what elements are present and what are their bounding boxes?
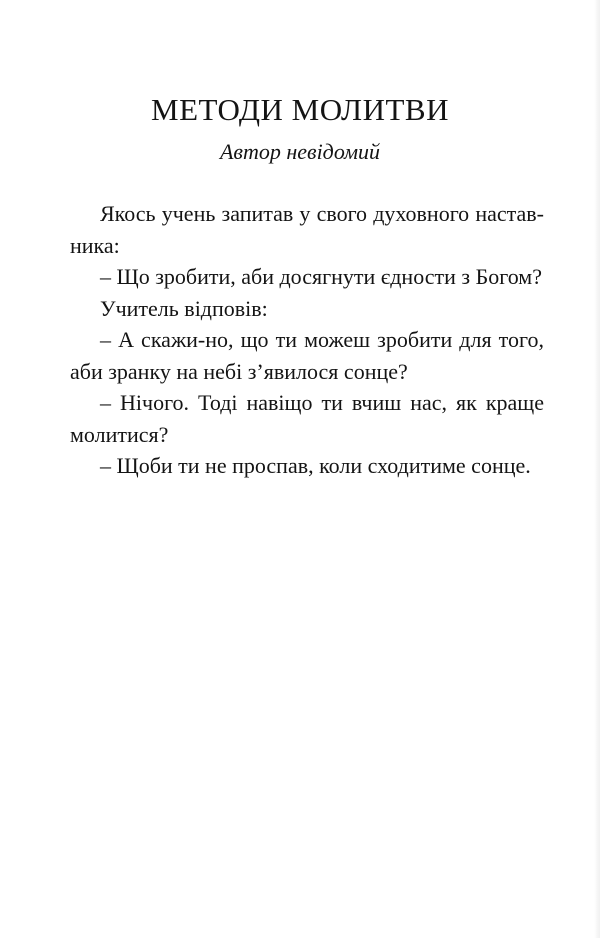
author-line: Автор невідомий [219, 139, 381, 164]
text-line: – Нічого. Тоді навіщо ти вчиш нас, як краще [100, 390, 544, 415]
paragraph [70, 324, 544, 387]
paragraph [70, 261, 544, 293]
text-line: Якось учень запитав у свого духовного настав- [100, 201, 544, 226]
page-title: МЕТОДИ МОЛИТВИ [151, 92, 449, 127]
text-line: – Що зробити, аби досягнути єдности з Богом? [100, 264, 542, 289]
paragraph [70, 293, 544, 325]
text-line: – Щоби ти не проспав, коли сходитиме сонце. [100, 453, 531, 478]
paragraph [70, 387, 544, 450]
text-line: – А скажи-но, що ти можеш зробити для того, [100, 327, 544, 352]
text-line: ника: [70, 232, 120, 258]
text-line: молитися? [70, 421, 169, 447]
text-line: Учитель відповів: [100, 295, 268, 321]
text-line: аби зранку на небі з’явилося сонце? [70, 358, 408, 384]
paragraph [70, 450, 544, 482]
text-body [70, 198, 544, 482]
paragraph [70, 198, 544, 261]
